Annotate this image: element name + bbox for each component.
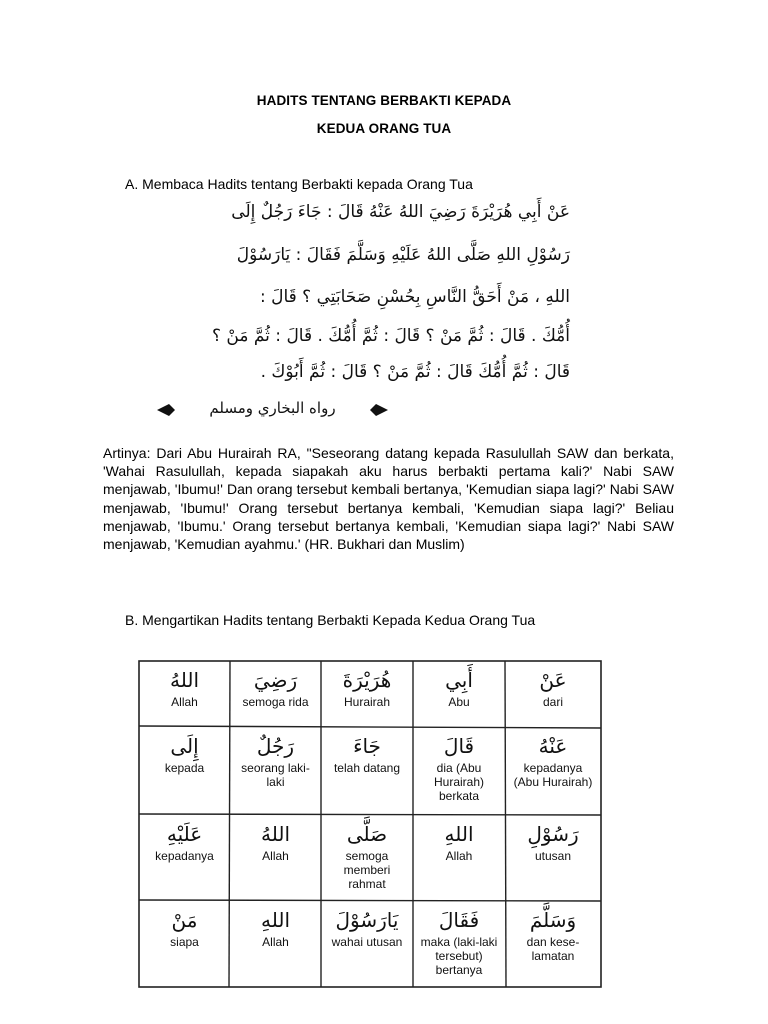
- vocab-arabic: مَنْ: [171, 908, 198, 932]
- vocab-arabic: هُرَيْرَةَ: [342, 668, 392, 692]
- vocab-meaning: Allah: [262, 849, 289, 863]
- vocab-meaning: semoga memberi rahmat: [343, 849, 391, 891]
- vocab-meaning: wahai utusan: [331, 935, 403, 949]
- hadith-translation: Artinya: Dari Abu Hurairah RA, "Seseorang datang kepada Rasulullah SAW dan berkata, 'Wahai Rasulullah, kepada siapakah aku harus berbakti pertama kali?' Nabi SAW menjawab, 'Ibumu!' Dan orang tersebut kembali bertanya, 'Kemudian siapa lagi?' Nabi SAW menjawab, 'Ibumu!' Orang tersebut bertanya kembali, 'Kemudian siapa lagi?' Beliau menjawab, 'Ibumu.' Orang tersebut bertanya kembali, 'Kemudian siapa lagi?' Nabi SAW menjawab, 'Kemudian ayahmu.' (HR. Bukhari dan Muslim): [103, 445, 674, 553]
- vocab-arabic: عَنْ: [539, 668, 567, 692]
- vocab-cell: [139, 733, 230, 775]
- vocab-cell: [413, 821, 505, 863]
- hadith-arabic-image: [150, 196, 570, 426]
- vocab-cell: [321, 907, 413, 949]
- vocab-cell: [413, 733, 505, 803]
- vocab-arabic: جَاءَ: [353, 734, 381, 758]
- hadith-line-4: أُمُّكَ . قَالَ : ثُمَّ مَنْ ؟ قَالَ : ثُمَّ أُمُّكَ . قَالَ : ثُمَّ مَنْ ؟: [211, 326, 570, 346]
- vocab-meaning: Allah: [262, 935, 289, 949]
- vocab-cell: [413, 667, 505, 709]
- vocab-meaning: Allah: [445, 849, 473, 863]
- vocab-meaning: Hurairah: [343, 695, 391, 709]
- vocab-cell: [230, 733, 321, 789]
- section-b-heading: B. Mengartikan Hadits tentang Berbakti Kepada Kedua Orang Tua: [125, 612, 536, 628]
- hadith-line-3: اللهِ ، مَنْ أَحَقُّ النَّاسِ بِحُسْنِ صَحَابَتِي ؟ قَالَ :: [259, 287, 570, 307]
- vocab-meaning: dari: [542, 695, 563, 709]
- vocab-arabic: اللهُ: [170, 668, 199, 692]
- vocab-meaning: Abu: [448, 695, 470, 709]
- vocab-meaning: kepadanya (Abu Hurairah): [513, 761, 593, 789]
- vocab-cell: [505, 733, 601, 789]
- vocab-meaning: Allah: [171, 695, 198, 709]
- vocab-arabic: اللهُ: [261, 822, 290, 846]
- vocab-meaning: dan kese-lamatan: [526, 935, 580, 963]
- vocab-meaning: semoga rida: [242, 695, 309, 709]
- vocab-cell: [505, 667, 601, 709]
- vocab-meaning: dia (Abu Hurairah) berkata: [433, 761, 484, 803]
- hadith-line-1: عَنْ أَبِي هُرَيْرَةَ رَضِيَ اللهُ عَنْهُ قَالَ : جَاءَ رَجُلٌ إِلَى: [231, 202, 570, 222]
- vocab-cell: [139, 821, 230, 863]
- hadith-source-text: رواه البخاري ومسلم: [209, 399, 336, 417]
- vocab-arabic: فَقَالَ: [438, 908, 480, 932]
- vocab-arabic: عَنْهُ: [538, 734, 568, 758]
- vocab-cell: [139, 907, 230, 949]
- vocab-arabic: عَلَيْهِ: [166, 822, 203, 846]
- vocabulary-table: [138, 660, 602, 988]
- vocab-cell: [230, 907, 321, 949]
- hadith-line-2: رَسُوْلِ اللهِ صَلَّى اللهُ عَلَيْهِ وَسَلَّمَ فَقَالَ : يَارَسُوْلَ: [236, 245, 570, 265]
- vocab-meaning: kepadanya: [155, 849, 214, 863]
- vocab-meaning: kepada: [164, 761, 205, 775]
- vocab-arabic: صَلَّى: [346, 822, 388, 846]
- vocab-arabic: وَسَلَّمَ: [529, 908, 577, 932]
- vocab-arabic: اللهِ: [444, 822, 474, 846]
- vocab-arabic: إِلَى: [170, 734, 199, 758]
- vocab-cell: [230, 821, 321, 863]
- vocab-arabic: أَبِي: [445, 668, 473, 692]
- hadith-source: [155, 398, 390, 422]
- vocab-arabic: يَارَسُوْلَ: [335, 908, 399, 932]
- vocab-meaning: utusan: [534, 849, 572, 863]
- document-title-line1: HADITS TENTANG BERBAKTI KEPADA: [256, 93, 512, 108]
- hadith-line-5: قَالَ : ثُمَّ أُمُّكَ قَالَ : ثُمَّ مَنْ ؟ قَالَ : ثُمَّ أَبُوْكَ .: [260, 362, 570, 382]
- vocab-arabic: قَالَ: [443, 734, 475, 758]
- vocab-cell: [413, 907, 505, 977]
- vocab-cell: [321, 667, 413, 709]
- section-a-heading: A. Membaca Hadits tentang Berbakti kepada Orang Tua: [125, 176, 473, 192]
- vocab-meaning: telah datang: [333, 761, 401, 775]
- vocab-cell: [505, 907, 601, 963]
- vocab-arabic: رَضِيَ: [253, 668, 298, 692]
- vocab-meaning: maka (laki-laki tersebut) bertanya: [420, 935, 498, 977]
- vocab-meaning: siapa: [170, 935, 199, 949]
- vocab-cell: [321, 733, 413, 775]
- document-title-line2: KEDUA ORANG TUA: [316, 121, 452, 136]
- vocab-arabic: رَسُوْلِ: [527, 822, 579, 846]
- vocab-cell: [321, 821, 413, 891]
- vocab-meaning: seorang laki-laki: [241, 761, 310, 789]
- vocab-cell: [139, 667, 230, 709]
- vocab-cell: [505, 821, 601, 863]
- vocab-cell: [230, 667, 321, 709]
- vocab-arabic: رَجُلٌ: [256, 734, 295, 758]
- vocab-arabic: اللهِ: [261, 908, 290, 932]
